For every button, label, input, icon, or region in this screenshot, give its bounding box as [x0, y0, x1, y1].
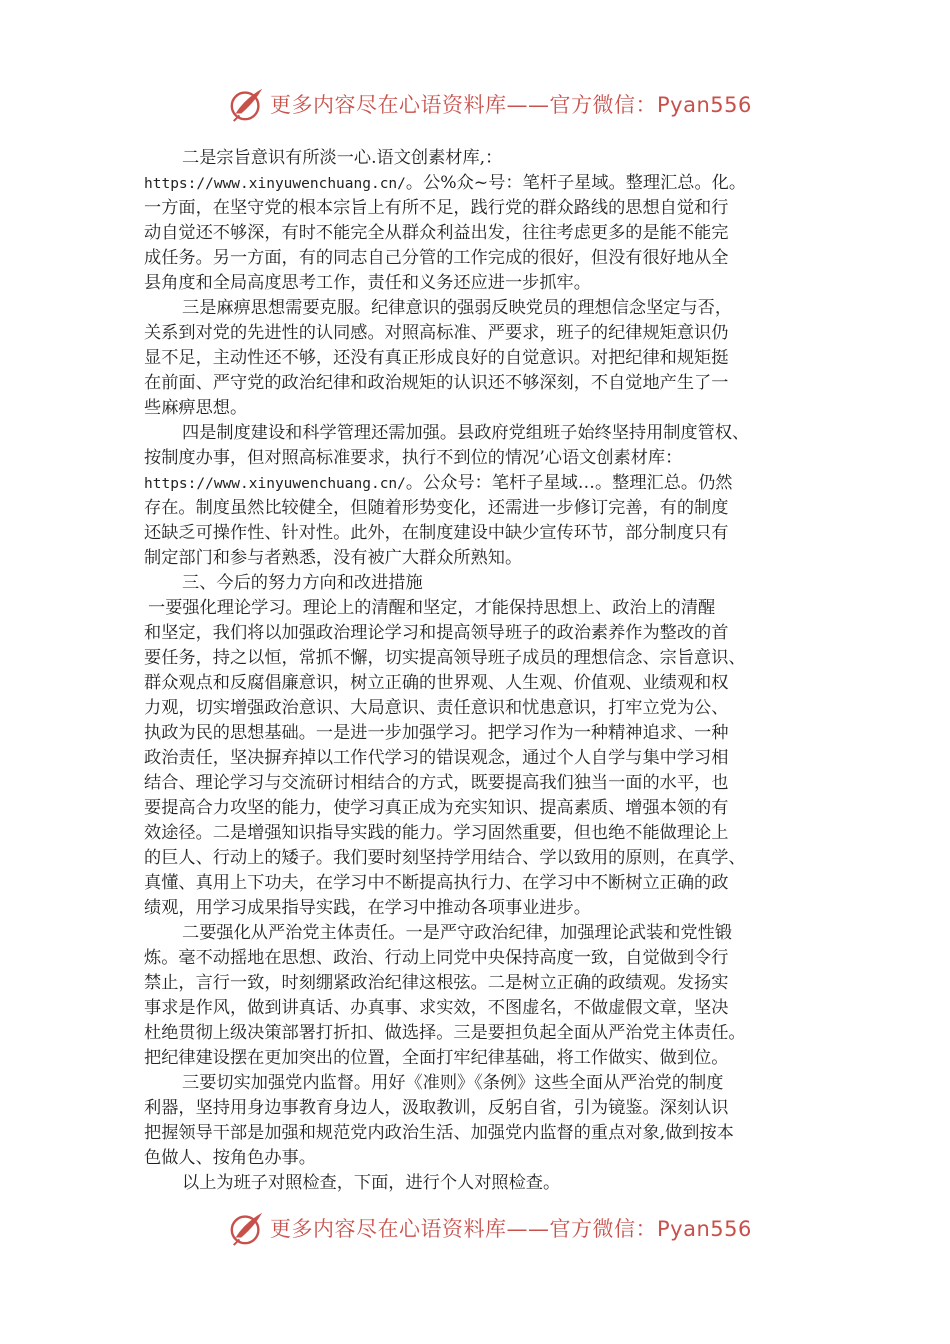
body-text: 还缺乏可操作性、针对性。此外，在制度建设中缺少宣传环节，部分制度只有 — [144, 523, 729, 543]
body-text: 二要强化从严治党主体责任。一是严守政治纪律，加强理论武装和党性锻 — [182, 923, 733, 943]
paragraph-line — [144, 846, 806, 871]
paragraph-line — [144, 621, 806, 646]
paragraph-first-line — [144, 146, 806, 171]
paragraph-line — [144, 896, 806, 921]
body-text: 制定部门和参与者熟悉，没有被广大群众所熟知。 — [144, 548, 523, 568]
url-text: https://www.xinyuwenchuang.cn/ — [144, 476, 406, 492]
body-text: 。公众号：笔杆子星域…。整理汇总。仍然 — [405, 473, 733, 493]
url-text: https://www.xinyuwenchuang.cn/ — [144, 176, 406, 192]
body-text: 要提高合力攻坚的能力，使学习真正成为充实知识、提高素质、增强本领的有 — [144, 798, 729, 818]
paragraph-line — [144, 346, 806, 371]
paragraph-line — [144, 996, 806, 1021]
paragraph-first-line — [144, 421, 806, 446]
watermark-banner-top — [228, 84, 752, 124]
body-text: 三是麻痹思想需要克服。纪律意识的强弱反映党员的理想信念坚定与否， — [182, 298, 733, 318]
body-text: 按制度办事，但对照高标准要求，执行不到位的情况’心语文创素材库： — [144, 448, 683, 468]
paragraph-first-line — [144, 1171, 806, 1196]
body-text: 。公%众~号：笔杆子星域。整理汇总。化。 — [405, 173, 747, 193]
paragraph-line — [144, 1046, 806, 1071]
body-text: 显不足，主动性还不够，还没有真正形成良好的自觉意识。对把纪律和规矩挺 — [144, 348, 729, 368]
watermark-text: 更多内容尽在心语资料库——官方微信：Pyan556 — [270, 1217, 752, 1241]
paragraph-line — [144, 321, 806, 346]
paragraph-line — [144, 196, 806, 221]
body-text: 禁止，言行一致，时刻绷紧政治纪律这根弦。二是树立正确的政绩观。发扬实 — [144, 973, 729, 993]
body-text: 三要切实加强党内监督。用好《准则》《条例》这些全面从严治党的制度 — [182, 1073, 724, 1093]
paragraph-line — [144, 771, 806, 796]
paragraph-line — [144, 496, 806, 521]
paragraph-line — [144, 171, 806, 196]
body-text: 在前面、严守党的政治纪律和政治规矩的认识还不够深刻，不自觉地产生了一 — [144, 373, 729, 393]
body-text: 一要强化理论学习。理论上的清醒和坚定，才能保持思想上、政治上的清醒 — [148, 598, 716, 618]
body-text: 炼。毫不动摇地在思想、政治、行动上同党中央保持高度一致，自觉做到令行 — [144, 948, 729, 968]
paragraph-line — [144, 471, 806, 496]
body-text: 执政为民的思想基础。一是进一步加强学习。把学习作为一种精神追求、一种 — [144, 723, 729, 743]
quill-logo-icon — [228, 1209, 266, 1247]
paragraph-line — [144, 871, 806, 896]
body-text: 以上为班子对照检查，下面，进行个人对照检查。 — [182, 1173, 561, 1193]
body-text: 动自觉还不够深，有时不能完全从群众利益出发，往往考虑更多的是能不能完 — [144, 223, 729, 243]
paragraph-line — [144, 1146, 806, 1171]
body-text: 色做人、按角色办事。 — [144, 1148, 316, 1168]
paragraph-line — [144, 671, 806, 696]
paragraph-first-line — [144, 571, 806, 596]
paragraph-line — [144, 796, 806, 821]
body-text: 些麻痹思想。 — [144, 398, 248, 418]
paragraph-first-line — [144, 1071, 806, 1096]
paragraph-line — [144, 1021, 806, 1046]
paragraph-line — [144, 521, 806, 546]
body-text: 政治责任，坚决摒弃掉以工作代学习的错误观念，通过个人自学与集中学习相 — [144, 748, 729, 768]
body-text: 绩观，用学习成果指导实践，在学习中推动各项事业进步。 — [144, 898, 591, 918]
body-text: 力观，切实增强政治意识、大局意识、责任意识和忧患意识，打牢立党为公、 — [144, 698, 729, 718]
body-text: 效途径。二是增强知识指导实践的能力。学习固然重要，但也绝不能做理论上 — [144, 823, 729, 843]
body-text: 和坚定，我们将以加强政治理论学习和提高领导班子的政治素养作为整改的首 — [144, 623, 729, 643]
body-text: 四是制度建设和科学管理还需加强。县政府党组班子始终坚持用制度管权、 — [182, 423, 750, 443]
paragraph-line — [144, 221, 806, 246]
paragraph-line — [144, 946, 806, 971]
body-text: 三、今后的努力方向和改进措施 — [182, 573, 423, 593]
paragraph-first-line — [144, 596, 806, 621]
body-text: 真懂、真用上下功夫，在学习中不断提高执行力、在学习中不断树立正确的政 — [144, 873, 729, 893]
body-text: 事求是作风，做到讲真话、办真事、求实效，不图虚名，不做虚假文章，坚决 — [144, 998, 729, 1018]
paragraph-line — [144, 271, 806, 296]
paragraph-line — [144, 1121, 806, 1146]
body-text: 杜绝贯彻上级决策部署打折扣、做选择。三是要担负起全面从严治党主体责任。 — [144, 1023, 746, 1043]
body-text: 把纪律建设摆在更加突出的位置，全面打牢纪律基础，将工作做实、做到位。 — [144, 1048, 729, 1068]
watermark-text: 更多内容尽在心语资料库——官方微信：Pyan556 — [270, 93, 752, 117]
document-body — [144, 146, 806, 1196]
paragraph-line — [144, 446, 806, 471]
paragraph-line — [144, 546, 806, 571]
body-text: 要任务，持之以恒，常抓不懈，切实提高领导班子成员的理想信念、宗旨意识、 — [144, 648, 746, 668]
paragraph-line — [144, 821, 806, 846]
body-text: 结合、理论学习与交流研讨相结合的方式，既要提高我们独当一面的水平，也 — [144, 773, 729, 793]
paragraph-line — [144, 696, 806, 721]
body-text: 关系到对党的先进性的认同感。对照高标准、严要求，班子的纪律规矩意识仍 — [144, 323, 729, 343]
paragraph-line — [144, 646, 806, 671]
body-text: 存在。制度虽然比较健全，但随着形势变化，还需进一步修订完善，有的制度 — [144, 498, 729, 518]
quill-logo-icon — [228, 85, 266, 123]
body-text: 把握领导干部是加强和规范党内政治生活、加强党内监督的重点对象,做到按本 — [144, 1123, 734, 1143]
body-text: 的巨人、行动上的矮子。我们要时刻坚持学用结合、学以致用的原则，在真学、 — [144, 848, 746, 868]
paragraph-first-line — [144, 296, 806, 321]
paragraph-line — [144, 721, 806, 746]
body-text: 二是宗旨意识有所淡一心.语文创素材库,： — [182, 148, 503, 168]
watermark-banner-bottom — [228, 1208, 752, 1248]
paragraph-line — [144, 396, 806, 421]
paragraph-line — [144, 1096, 806, 1121]
paragraph-line — [144, 246, 806, 271]
paragraph-line — [144, 371, 806, 396]
body-text: 群众观点和反腐倡廉意识，树立正确的世界观、人生观、价值观、业绩观和权 — [144, 673, 729, 693]
paragraph-line — [144, 971, 806, 996]
body-text: 利器，坚持用身边事教育身边人，汲取教训，反躬自省，引为镜鉴。深刻认识 — [144, 1098, 729, 1118]
paragraph-line — [144, 746, 806, 771]
body-text: 县角度和全局高度思考工作，责任和义务还应进一步抓牢。 — [144, 273, 591, 293]
paragraph-first-line — [144, 921, 806, 946]
body-text: 一方面，在坚守党的根本宗旨上有所不足，践行党的群众路线的思想自觉和行 — [144, 198, 729, 218]
body-text: 成任务。另一方面，有的同志自己分管的工作完成的很好，但没有很好地从全 — [144, 248, 729, 268]
